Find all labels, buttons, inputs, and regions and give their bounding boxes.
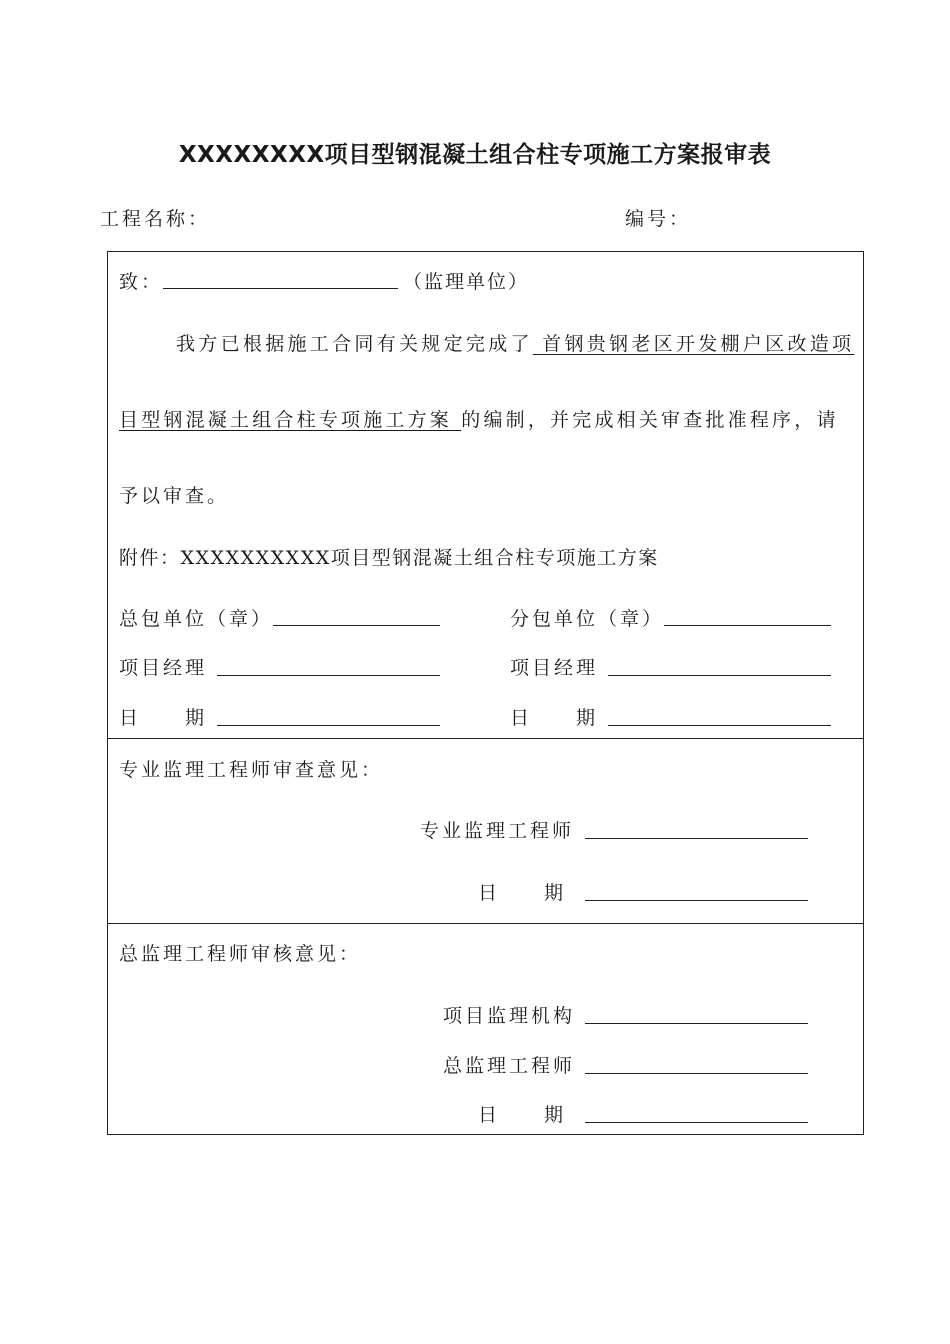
document-title: XXXXXXXX项目型钢混凝土组合柱专项施工方案报审表 [178, 142, 772, 168]
date-label-right: 日 期 [510, 707, 599, 729]
body-prefix: 我方已根据施工合同有关规定完成了 [176, 333, 533, 355]
to-label: 致： [119, 271, 164, 293]
body-suffix: 的编制，并完成相关审查批准程序，请 [461, 409, 839, 431]
project-name-label: 工程名称： [100, 208, 211, 230]
general-contractor-blank[interactable] [273, 625, 440, 626]
number-label: 编号： [625, 208, 692, 230]
to-blank-line[interactable] [163, 288, 398, 289]
attachment-text: 附件：XXXXXXXXXX项目型钢混凝土组合柱专项施工方案 [119, 547, 659, 569]
body-filled-text-2: 目型钢混凝土组合柱专项施工方案 [119, 409, 462, 431]
chief-date-blank[interactable] [585, 1122, 808, 1123]
body-line-1 [176, 329, 854, 356]
chief-engineer-blank[interactable] [585, 1073, 808, 1074]
to-suffix: （监理单位） [403, 271, 530, 293]
supervision-org-blank[interactable] [585, 1023, 808, 1024]
date-blank-right[interactable] [608, 725, 831, 726]
body-filled-text-1: 首钢贵钢老区开发棚户区改造项 [532, 333, 855, 355]
pm-blank-left[interactable] [217, 675, 440, 676]
chief-date-label: 日 期 [478, 1104, 567, 1126]
date-blank-left[interactable] [217, 725, 440, 726]
specialist-engineer-label: 专业监理工程师 [420, 820, 575, 842]
general-contractor-label: 总包单位（章） [119, 608, 274, 630]
section-divider [107, 923, 864, 924]
pm-label-left: 项目经理 [119, 657, 208, 679]
body-end: 予以审查。 [119, 485, 230, 507]
specialist-engineer-blank[interactable] [585, 838, 808, 839]
specialist-opinion-label: 专业监理工程师审查意见： [119, 759, 384, 781]
pm-label-right: 项目经理 [510, 657, 599, 679]
pm-blank-right[interactable] [608, 675, 831, 676]
subcontractor-label: 分包单位（章） [510, 608, 665, 630]
supervision-org-label: 项目监理机构 [443, 1005, 576, 1027]
section-divider [107, 738, 864, 739]
specialist-date-blank[interactable] [585, 900, 808, 901]
body-line-2 [119, 405, 839, 432]
specialist-date-label: 日 期 [478, 882, 567, 904]
chief-opinion-label: 总监理工程师审核意见： [119, 943, 362, 965]
date-label-left: 日 期 [119, 707, 208, 729]
chief-engineer-label: 总监理工程师 [443, 1055, 576, 1077]
subcontractor-blank[interactable] [664, 625, 831, 626]
